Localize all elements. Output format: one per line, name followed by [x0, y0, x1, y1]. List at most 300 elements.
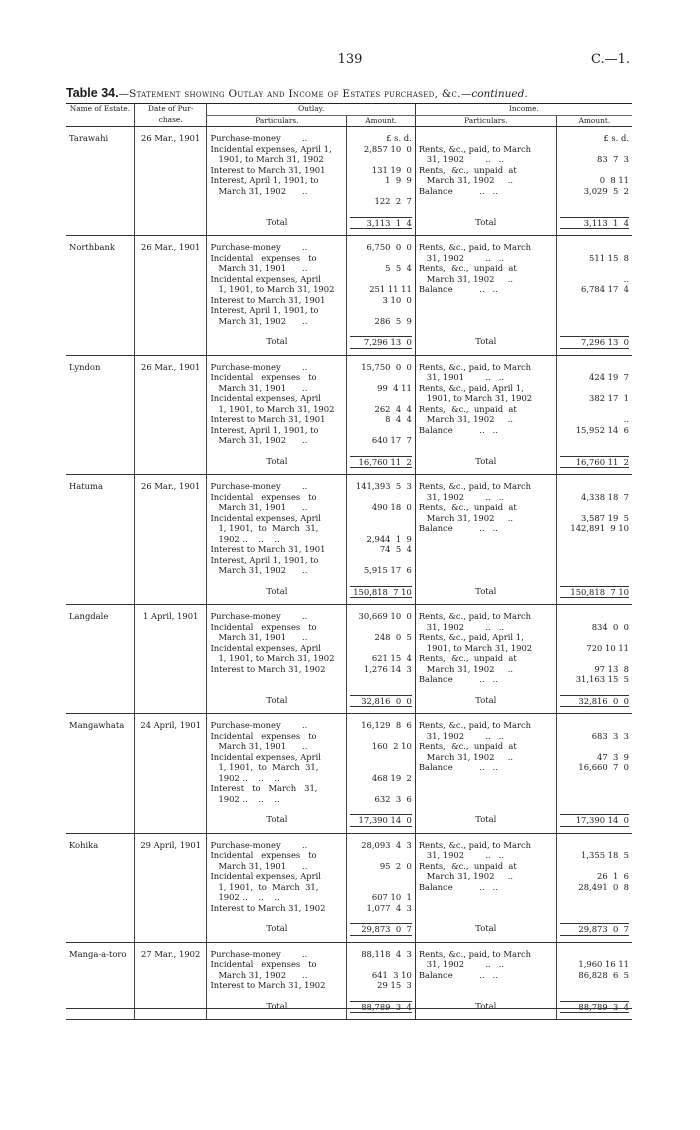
outlay-item: Interest to March 31, 1901	[210, 544, 326, 554]
income-total-amount: 3,113 1 4	[560, 217, 629, 230]
outlay-total-amount: 88,789 3 4	[350, 1001, 411, 1014]
outlay-item: Interest to March 31, 1901	[210, 414, 326, 424]
income-amount: 4,338 18 7	[581, 491, 629, 502]
document-reference: C.—1.	[590, 52, 630, 67]
income-amount: 83 7 3	[597, 154, 629, 164]
outlay-amount: 3 10 0	[382, 294, 412, 305]
income-particulars	[415, 355, 556, 452]
outlay-item: Incidental expenses, April	[210, 512, 321, 523]
estate-name: Manga-a-toro	[69, 948, 127, 959]
purchase-date: 26 Mar., 1901	[141, 481, 201, 491]
outlay-item: March 31, 1901 ..	[210, 741, 308, 751]
income-item: Rents, &c., paid, to March	[418, 720, 532, 730]
income-total-label	[415, 452, 556, 475]
outlay-total-amount: 7,296 13 0	[350, 336, 411, 349]
outlay-item: Purchase-money ..	[210, 611, 308, 621]
income-amount: 97 13 8	[594, 663, 629, 674]
estate-row	[66, 236, 632, 333]
income-particulars	[415, 127, 556, 213]
estate-row	[66, 127, 632, 213]
header-outlay: Outlay.	[207, 104, 415, 116]
outlay-item: 1, 1901, to March 31,	[210, 523, 319, 533]
outlay-total-cell	[347, 919, 415, 942]
outlay-total-amount: 32,816 0 0	[350, 695, 411, 708]
outlay-amount: 88,118 4 3	[361, 948, 412, 959]
outlay-total-label	[207, 582, 347, 605]
income-particulars	[415, 475, 556, 582]
outlay-item: Incidental expenses to	[210, 730, 317, 741]
estate-date-cell	[134, 127, 207, 213]
outlay-amount: 15,750 0 0	[361, 361, 412, 372]
outlay-item: Interest to March 31, 1902	[210, 980, 326, 990]
outlay-amount: 1 9 9	[385, 175, 412, 185]
estate-date-cell	[134, 605, 207, 691]
outlay-item: Incidental expenses, April	[210, 751, 321, 762]
income-amount: 1,960 16 11	[578, 959, 629, 969]
outlay-total-amount: 150,818 7 10	[350, 586, 411, 599]
estate-name: Lyndon	[69, 361, 101, 372]
outlay-item: Incidental expenses, April	[210, 642, 321, 653]
income-item: Rents, &c., paid, April 1,	[418, 382, 524, 393]
outlay-amounts	[347, 942, 415, 997]
estate-date-cell	[134, 236, 207, 333]
income-amount: 3,587 19 5	[581, 512, 629, 523]
income-amount	[560, 653, 629, 664]
outlay-amount	[350, 274, 411, 285]
income-amount	[560, 481, 629, 492]
outlay-amounts	[347, 355, 415, 452]
outlay-item: Interest, April 1, 1901, to	[210, 305, 319, 315]
income-item: Balance .. ..	[418, 424, 498, 435]
income-item: Balance .. ..	[418, 284, 498, 294]
header-income-particulars: Particulars.	[415, 115, 556, 127]
outlay-amount: 160 2 10	[371, 741, 412, 751]
outlay-amount	[350, 643, 411, 654]
income-item: 1901, to March 31, 1902	[418, 393, 533, 403]
income-item: Rents, &c., unpaid at	[418, 164, 517, 175]
spacer-cell	[66, 213, 134, 236]
outlay-item: March 31, 1901 ..	[210, 502, 308, 512]
outlay-item: 1, 1901, to March 31, 1902	[210, 284, 335, 294]
estate-date-cell	[134, 833, 207, 919]
income-amounts	[556, 605, 632, 691]
outlay-item: Incidental expenses to	[210, 850, 317, 860]
total-label: Total	[266, 694, 288, 705]
income-amount: 86,828 6 5	[578, 969, 629, 980]
income-amount: ..	[623, 273, 629, 284]
income-item: Rents, &c., paid, to March	[418, 611, 532, 621]
outlay-amount	[350, 305, 411, 316]
header-income-amount: Amount.	[556, 115, 632, 127]
income-amount	[560, 611, 629, 622]
outlay-total-cell	[347, 810, 415, 833]
outlay-item: Interest to March 31, 1901	[210, 294, 326, 305]
income-item: March 31, 1902 ..	[418, 751, 514, 762]
outlay-amount	[350, 850, 411, 861]
outlay-total-label	[207, 332, 347, 355]
outlay-amount: 5 5 4	[385, 263, 412, 273]
outlay-amount	[350, 731, 411, 742]
income-amount: 15,952 14 6	[575, 424, 629, 435]
outlay-amount: 607 10 1	[371, 892, 412, 902]
outlay-item: Incidental expenses, April	[210, 871, 321, 881]
estate-name-cell	[66, 355, 134, 452]
income-item: March 31, 1902 ..	[418, 512, 514, 523]
outlay-item: Interest, April 1, 1901, to	[210, 424, 319, 435]
income-amounts	[556, 942, 632, 997]
total-label: Total	[475, 585, 497, 596]
income-amount	[560, 949, 629, 960]
estate-date-cell	[134, 355, 207, 452]
total-label: Total	[475, 694, 497, 705]
outlay-amounts	[347, 127, 415, 213]
income-particulars	[415, 833, 556, 919]
outlay-total-cell	[347, 691, 415, 714]
income-item: March 31, 1902 ..	[418, 663, 514, 674]
total-label: Total	[266, 585, 288, 596]
outlay-item: Interest to March 31, 1902	[210, 902, 326, 913]
outlay-particulars	[207, 942, 347, 997]
income-item: Balance .. ..	[418, 969, 498, 980]
outlay-amount	[350, 253, 411, 264]
income-item: March 31, 1902 ..	[418, 871, 514, 881]
income-amount: 1,355 18 5	[581, 850, 629, 860]
outlay-amounts	[347, 605, 415, 691]
income-amounts	[556, 833, 632, 919]
income-amount	[560, 720, 629, 731]
estate-total-row	[66, 332, 632, 355]
outlay-item: March 31, 1902 ..	[210, 315, 308, 326]
outlay-amount	[350, 186, 411, 197]
outlay-amount: 641 3 10	[371, 969, 412, 980]
outlay-item: Incidental expenses to	[210, 372, 317, 382]
income-amount	[560, 144, 629, 155]
outlay-amount	[350, 752, 411, 763]
outlay-item: Incidental expenses, April	[210, 393, 321, 403]
outlay-total-cell	[347, 582, 415, 605]
income-particulars	[415, 942, 556, 997]
income-amount	[560, 242, 629, 253]
estate-row	[66, 475, 632, 582]
outlay-total-amount: 29,873 0 7	[350, 923, 411, 936]
spacer-cell	[66, 691, 134, 714]
income-total-cell	[556, 213, 632, 236]
outlay-amount	[350, 523, 411, 534]
header-income: Income.	[415, 104, 632, 116]
outlay-amount: 131 19 0	[371, 164, 412, 175]
income-amount	[560, 741, 629, 752]
outlay-particulars	[207, 236, 347, 333]
income-amount: ..	[623, 414, 629, 424]
outlay-item: 1901, to March 31, 1902	[210, 154, 324, 164]
total-label: Total	[266, 814, 288, 824]
income-amount: 28,491 0 8	[578, 881, 629, 892]
income-item: March 31, 1902 ..	[418, 175, 514, 185]
income-item: Rents, &c., paid, April 1,	[418, 632, 524, 642]
estate-name: Langdale	[69, 611, 109, 621]
spacer-cell	[134, 213, 207, 236]
income-amount: 3,029 5 2	[583, 185, 629, 196]
outlay-total-label	[207, 452, 347, 475]
outlay-total-label	[207, 919, 347, 942]
income-item: 31, 1902 .. ..	[418, 730, 505, 741]
footer-rule	[66, 1008, 632, 1009]
outlay-particulars	[207, 833, 347, 919]
outlay-total-cell	[347, 213, 415, 236]
outlay-total-amount: 17,390 14 0	[350, 814, 411, 827]
estate-row	[66, 833, 632, 919]
outlay-item: Interest to March 31, 1902	[210, 663, 326, 674]
outlay-particulars	[207, 127, 347, 213]
income-total-amount: 88,789 3 4	[560, 1001, 629, 1014]
outlay-item: Purchase-money ..	[210, 948, 308, 959]
income-total-amount: 16,760 11 2	[560, 456, 629, 469]
table-continued: —continued.	[460, 88, 528, 100]
outlay-item: 1902 .. .. ..	[210, 793, 280, 804]
outlay-item: Purchase-money ..	[210, 361, 308, 372]
outlay-amount	[350, 882, 411, 893]
purchase-date: 27 Mar., 1902	[141, 948, 201, 959]
income-item: 31, 1902 .. ..	[418, 154, 505, 164]
units-header: £ s. d.	[386, 133, 412, 143]
spacer-cell	[66, 452, 134, 475]
estate-date-cell	[134, 475, 207, 582]
outlay-amount: 5,915 17 6	[363, 565, 412, 575]
units-header: £ s. d.	[603, 133, 629, 143]
spacer-cell	[134, 691, 207, 714]
purchase-date: 1 April, 1901	[142, 611, 199, 621]
outlay-amount	[350, 762, 411, 773]
outlay-item: Purchase-money ..	[210, 839, 308, 850]
income-total-amount: 17,390 14 0	[560, 814, 629, 827]
income-amount: 511 15 8	[589, 252, 629, 263]
purchase-date: 26 Mar., 1901	[141, 361, 201, 372]
outlay-item: 1, 1901, to March 31, 1902	[210, 653, 335, 663]
income-total-label	[415, 582, 556, 605]
outlay-item: March 31, 1901 ..	[210, 382, 308, 393]
outlay-item: Interest to March 31, 1901	[210, 164, 326, 175]
income-item: Rents, &c., paid, to March	[418, 361, 532, 372]
income-amount	[560, 383, 629, 394]
income-amount	[560, 632, 629, 643]
total-label: Total	[475, 336, 497, 346]
income-item: 31, 1902 .. ..	[418, 621, 505, 632]
income-item: 31, 1902 .. ..	[418, 491, 505, 502]
total-label: Total	[475, 923, 497, 933]
income-amount: 142,891 9 10	[570, 523, 629, 533]
income-amount: 683 3 3	[591, 730, 629, 741]
outlay-item: Purchase-money ..	[210, 720, 308, 730]
income-total-amount: 7,296 13 0	[560, 336, 629, 349]
income-particulars	[415, 605, 556, 691]
outlay-item: 1, 1901, to March 31,	[210, 762, 319, 772]
income-particulars	[415, 236, 556, 333]
outlay-amount: 28,093 4 3	[361, 839, 412, 850]
header-outlay-amount: Amount.	[347, 115, 415, 127]
income-amount: 31,163 15 5	[575, 674, 629, 684]
outlay-item: March 31, 1902 ..	[210, 435, 308, 445]
income-total-label	[415, 691, 556, 714]
income-item: Rents, &c., paid, to March	[418, 948, 532, 959]
outlay-amount: 251 11 11	[369, 284, 412, 294]
income-amount: 424 19 7	[589, 372, 629, 382]
outlay-item: Purchase-money ..	[210, 242, 308, 252]
outlay-total-label	[207, 810, 347, 833]
outlay-amount: 122 2 7	[374, 196, 412, 206]
income-total-cell	[556, 582, 632, 605]
outlay-item: 1902 .. .. ..	[210, 892, 280, 902]
income-item: Balance .. ..	[418, 185, 498, 196]
income-amount	[560, 404, 629, 415]
income-amount: 382 17 1	[589, 393, 629, 403]
estate-row	[66, 942, 632, 997]
total-label: Total	[266, 216, 288, 227]
outlay-item: Incidental expenses to	[210, 491, 317, 502]
estate-row	[66, 605, 632, 691]
outlay-amounts	[347, 714, 415, 811]
income-amount: 47 3 9	[597, 751, 629, 762]
outlay-amount: 30,669 10 0	[358, 611, 412, 621]
outlay-item: March 31, 1902 ..	[210, 565, 308, 575]
estate-name-cell	[66, 236, 134, 333]
income-item: Rents, &c., paid, to March	[418, 143, 532, 154]
total-label: Total	[266, 1000, 288, 1011]
income-amount	[560, 861, 629, 872]
outlay-total-amount: 3,113 1 4	[350, 217, 411, 230]
income-amount: 720 10 11	[586, 642, 629, 653]
outlay-amount: 6,750 0 0	[366, 242, 412, 252]
outlay-amount: 262 4 4	[374, 403, 412, 414]
estate-name-cell	[66, 605, 134, 691]
income-amounts	[556, 236, 632, 333]
outlay-particulars	[207, 714, 347, 811]
estate-name-cell	[66, 475, 134, 582]
outlay-total-label	[207, 691, 347, 714]
income-total-amount: 29,873 0 7	[560, 923, 629, 936]
outlay-amount: 632 3 6	[374, 793, 412, 804]
outlay-amount: 2,857 10 0	[363, 143, 412, 154]
income-total-cell	[556, 919, 632, 942]
income-total-cell	[556, 452, 632, 475]
header-date-of-purchase: Date of Pur- chase.	[134, 104, 207, 127]
outlay-item: Purchase-money ..	[210, 481, 308, 491]
spacer-cell	[66, 919, 134, 942]
spacer-cell	[134, 582, 207, 605]
estate-name-cell	[66, 833, 134, 919]
income-total-label	[415, 332, 556, 355]
outlay-item: Interest to March 31,	[210, 783, 318, 793]
estate-total-row	[66, 691, 632, 714]
income-item: March 31, 1902 ..	[418, 414, 514, 424]
purchase-date: 29 April, 1901	[140, 839, 202, 850]
income-amounts	[556, 127, 632, 213]
outlay-amount	[350, 622, 411, 633]
income-total-label	[415, 810, 556, 833]
income-particulars	[415, 714, 556, 811]
income-item: Rents, &c., paid, to March	[418, 242, 532, 252]
total-label: Total	[475, 814, 497, 824]
total-label: Total	[475, 1000, 497, 1011]
estate-name: Hatuma	[69, 481, 103, 491]
income-total-cell	[556, 691, 632, 714]
estates-ledger-table	[66, 103, 632, 1020]
spacer-cell	[66, 332, 134, 355]
spacer-cell	[134, 452, 207, 475]
total-label: Total	[475, 455, 497, 466]
outlay-total-cell	[347, 332, 415, 355]
outlay-amounts	[347, 833, 415, 919]
total-label: Total	[475, 216, 497, 227]
outlay-amount	[350, 555, 411, 566]
estate-name-cell	[66, 127, 134, 213]
estate-total-row	[66, 810, 632, 833]
income-amount	[560, 502, 629, 513]
outlay-amount: 99 4 11	[377, 382, 412, 393]
spacer-cell	[134, 919, 207, 942]
outlay-amount: 1,276 14 3	[363, 663, 412, 674]
income-amount	[560, 263, 629, 274]
spacer-cell	[66, 810, 134, 833]
income-total-cell	[556, 810, 632, 833]
estate-total-row	[66, 582, 632, 605]
income-item: Balance .. ..	[418, 674, 498, 684]
income-amounts	[556, 714, 632, 811]
outlay-item: March 31, 1901 ..	[210, 263, 308, 273]
outlay-amount	[350, 372, 411, 383]
estate-row	[66, 355, 632, 452]
outlay-amount: 248 0 5	[374, 632, 412, 642]
header-outlay-particulars: Particulars.	[207, 115, 347, 127]
outlay-amount: 95 2 0	[379, 860, 412, 871]
outlay-amount: 16,129 8 6	[361, 720, 412, 730]
outlay-amount: 640 17 7	[371, 435, 412, 445]
outlay-item: March 31, 1902 ..	[210, 969, 308, 980]
ledger-body	[66, 127, 632, 1020]
income-item: Rents, &c., unpaid at	[418, 741, 517, 751]
total-label: Total	[266, 923, 288, 933]
income-total-amount: 150,818 7 10	[560, 586, 629, 599]
page-number: 139	[337, 52, 363, 67]
income-item: Rents, &c., unpaid at	[418, 502, 517, 512]
outlay-item: Incidental expenses, April 1,	[210, 143, 332, 154]
income-item: 1901, to March 31, 1902	[418, 642, 533, 653]
income-total-label	[415, 213, 556, 236]
income-item: Rents, &c., paid, to March	[418, 481, 532, 491]
purchase-date: 26 Mar., 1901	[141, 133, 201, 143]
estate-date-cell	[134, 714, 207, 811]
outlay-amount: 74 5 4	[379, 544, 412, 554]
income-item: Balance .. ..	[418, 523, 498, 533]
estate-row	[66, 714, 632, 811]
outlay-amounts	[347, 475, 415, 582]
income-amount: 6,784 17 4	[581, 284, 629, 294]
purchase-date: 24 April, 1901	[140, 720, 202, 730]
outlay-item: 1, 1901, to March 31,	[210, 881, 319, 892]
income-item: 31, 1902 .. ..	[418, 252, 505, 263]
income-amount: 834 0 0	[591, 621, 629, 632]
estate-name-cell	[66, 942, 134, 997]
outlay-item: Purchase-money ..	[210, 133, 308, 143]
income-amount: 16,660 7 0	[578, 762, 629, 772]
estate-total-row	[66, 213, 632, 236]
total-label: Total	[266, 455, 288, 466]
table-caption: Statement showing Outlay and Income of Estates purchased, &c.	[129, 88, 461, 100]
income-item: Balance .. ..	[418, 762, 498, 772]
income-amount	[560, 165, 629, 176]
outlay-item: Interest, April 1, 1901, to	[210, 554, 319, 565]
outlay-amount: 2,944 1 9	[366, 533, 412, 544]
outlay-item: Interest, April 1, 1901, to	[210, 175, 319, 185]
